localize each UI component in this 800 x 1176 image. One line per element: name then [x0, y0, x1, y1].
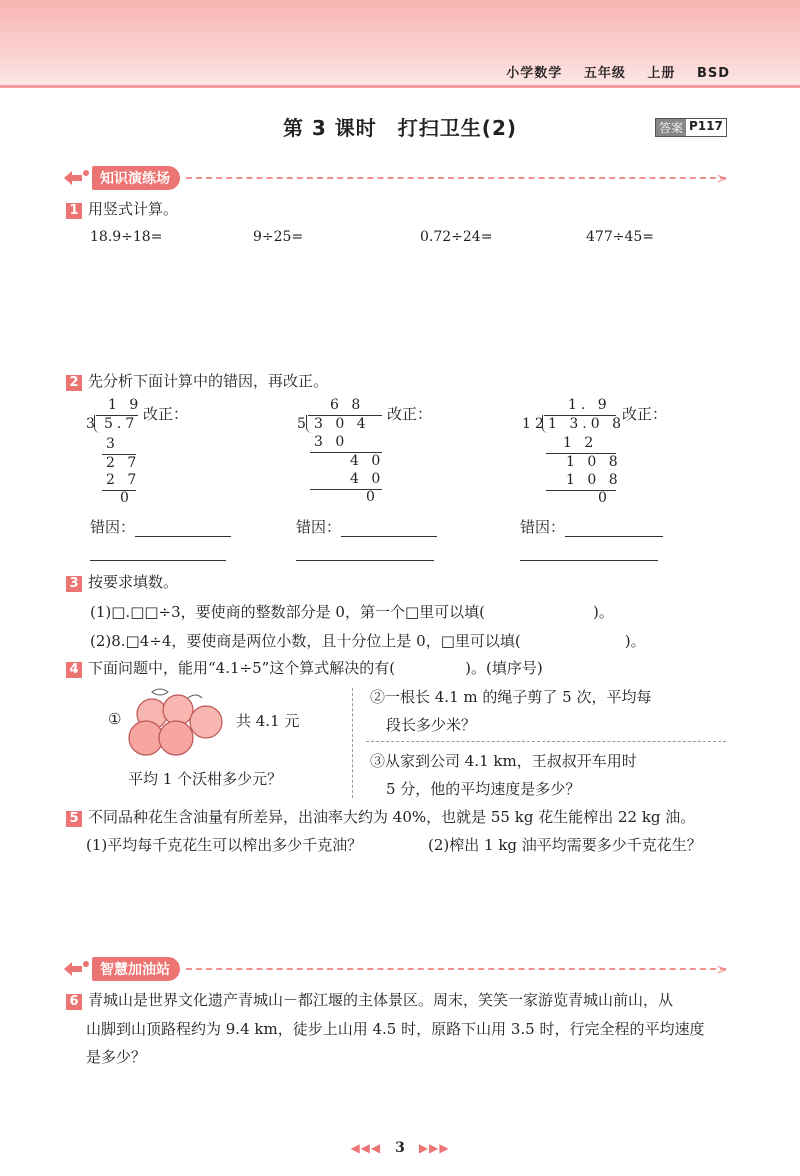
question-text-end: )。(填序号) — [465, 659, 543, 677]
question-number: 6 — [66, 994, 82, 1010]
answer-line[interactable] — [90, 560, 226, 561]
step: 4 0 — [350, 471, 385, 487]
prompt-text: (1)□.□□÷3，要使商的整数部分是 0，第一个□里可以填( — [90, 603, 485, 621]
runner-icon — [62, 958, 92, 980]
dividend: 5.7 — [104, 416, 139, 432]
step: 1 0 8 — [566, 472, 622, 488]
prompt-text: (2)8.□4÷4，要使商是两位小数，且十分位上是 0，□里可以填( — [90, 632, 521, 650]
option-2-line-2: 段长多少米？ — [386, 716, 477, 734]
question-text: 青城山是世界文化遗产青城山－都江堰的主体景区。周末，笑笑一家游览青城山前山，从 — [88, 991, 674, 1009]
header-volume: 上册 — [647, 66, 676, 81]
step: 3 0 — [314, 434, 349, 450]
divisor: 12 — [522, 416, 548, 432]
expression: 0.72÷24= — [420, 229, 493, 245]
option-divider — [366, 741, 726, 742]
section-label: 知识演练场 — [92, 166, 180, 190]
question-5-part-1: (1)平均每千克花生可以榨出多少千克油？ — [86, 836, 363, 854]
question-2 — [66, 370, 328, 391]
step: 2 7 — [106, 455, 141, 471]
quotient: 1. 9 — [568, 397, 611, 413]
answer-tag[interactable] — [655, 118, 727, 137]
step: 2 7 — [106, 472, 141, 488]
question-text: 按要求填数。 — [88, 573, 179, 591]
fix-label: 改正： — [622, 405, 668, 423]
dividend: 1 3.0 8 — [548, 416, 625, 432]
question-4 — [66, 657, 543, 678]
question-6-line-2: 山脚到山顶路程约为 9.4 km，徒步上山用 4.5 时，原路下山用 3.5 时，行完全程的平均速度 — [86, 1020, 705, 1038]
option-divider — [352, 688, 353, 798]
oranges-illustration — [122, 686, 230, 762]
question-number: 1 — [66, 203, 82, 219]
runner-icon — [62, 167, 92, 189]
quotient: 6 8 — [330, 397, 365, 413]
fix-label: 改正： — [143, 405, 189, 423]
divisor: 3 — [86, 416, 99, 432]
divisor: 5 — [297, 416, 310, 432]
answer-tag-label: 答案 — [656, 119, 686, 136]
reason-label: 错因： — [90, 518, 136, 536]
answer-line[interactable] — [520, 560, 658, 561]
error-reason-1 — [90, 516, 231, 537]
error-reason-2 — [296, 516, 437, 537]
prev-arrows-icon: ◀◀◀ — [350, 1141, 382, 1155]
question-5-part-2: (2)榨出 1 kg 油平均需要多少千克花生？ — [428, 836, 702, 854]
section-divider — [186, 962, 728, 978]
expression: 18.9÷18= — [90, 229, 163, 245]
reason-label: 错因： — [520, 518, 566, 536]
quotient: 1 9 — [108, 397, 143, 413]
header-grade: 五年级 — [583, 66, 626, 81]
dividend: 3 0 4 — [314, 416, 370, 432]
section-label: 智慧加油站 — [92, 957, 180, 981]
fix-label: 改正： — [387, 405, 433, 423]
option-1-number: ① — [108, 710, 122, 728]
option-1-question: 平均 1 个沃柑多少元？ — [128, 770, 283, 788]
step: 1 0 8 — [566, 454, 622, 470]
page-number: 3 — [395, 1140, 405, 1156]
option-3-line-1: ③从家到公司 4.1 km，王叔叔开车用时 — [370, 752, 637, 770]
answer-blank[interactable] — [341, 518, 437, 537]
question-number: 3 — [66, 576, 82, 592]
question-3 — [66, 571, 178, 592]
arrow-right-icon: > — [716, 962, 728, 978]
answer-blank[interactable] — [565, 518, 663, 537]
question-text: 不同品种花生含油量有所差异，出油率大约为 40%，也就是 55 kg 花生能榨出 22 kg 油。 — [88, 808, 696, 826]
section-divider — [186, 171, 728, 187]
question-text: 下面问题中，能用“4.1÷5”这个算式解决的有( — [88, 659, 396, 677]
prompt-end: )。 — [624, 632, 646, 650]
step: 3 — [106, 436, 119, 452]
step: 1 2 — [563, 435, 598, 451]
option-2-line-1: ②一根长 4.1 m 的绳子剪了 5 次，平均每 — [370, 688, 652, 706]
header-edition: BSD — [696, 66, 730, 81]
step: 0 — [366, 489, 379, 505]
answer-blank[interactable] — [135, 518, 231, 537]
question-6 — [66, 989, 673, 1010]
expression: 477÷45= — [586, 229, 654, 245]
option-3-line-2: 5 分，他的平均速度是多少？ — [386, 780, 581, 798]
option-1-price: 共 4.1 元 — [236, 712, 300, 730]
reason-label: 错因： — [296, 518, 342, 536]
step: 4 0 — [350, 453, 385, 469]
header-subject: 小学数学 — [506, 66, 563, 81]
question-number: 2 — [66, 375, 82, 391]
step: 0 — [120, 490, 133, 506]
question-3-part-1 — [90, 601, 614, 622]
page-footer — [0, 1140, 800, 1156]
section-banner-challenge — [62, 957, 726, 981]
answer-tag-page: P117 — [689, 119, 723, 133]
page-title: 第 3 课时 打扫卫生(2) — [282, 116, 518, 140]
prompt-end: )。 — [592, 603, 614, 621]
arrow-right-icon: > — [716, 171, 728, 187]
question-text: 用竖式计算。 — [88, 200, 179, 218]
question-number: 5 — [66, 811, 82, 827]
question-text: 先分析下面计算中的错因，再改正。 — [88, 372, 329, 390]
section-banner-practice — [62, 166, 726, 190]
answer-line[interactable] — [296, 560, 434, 561]
step: 0 — [598, 490, 611, 506]
error-reason-3 — [520, 516, 663, 537]
question-1 — [66, 198, 178, 219]
question-number: 4 — [66, 662, 82, 678]
next-arrows-icon: ▶▶▶ — [418, 1141, 450, 1155]
question-6-line-3: 是多少？ — [86, 1048, 147, 1066]
expression: 9÷25= — [253, 229, 304, 245]
header-info — [490, 62, 730, 81]
question-3-part-2 — [90, 630, 646, 651]
question-5 — [66, 806, 695, 827]
